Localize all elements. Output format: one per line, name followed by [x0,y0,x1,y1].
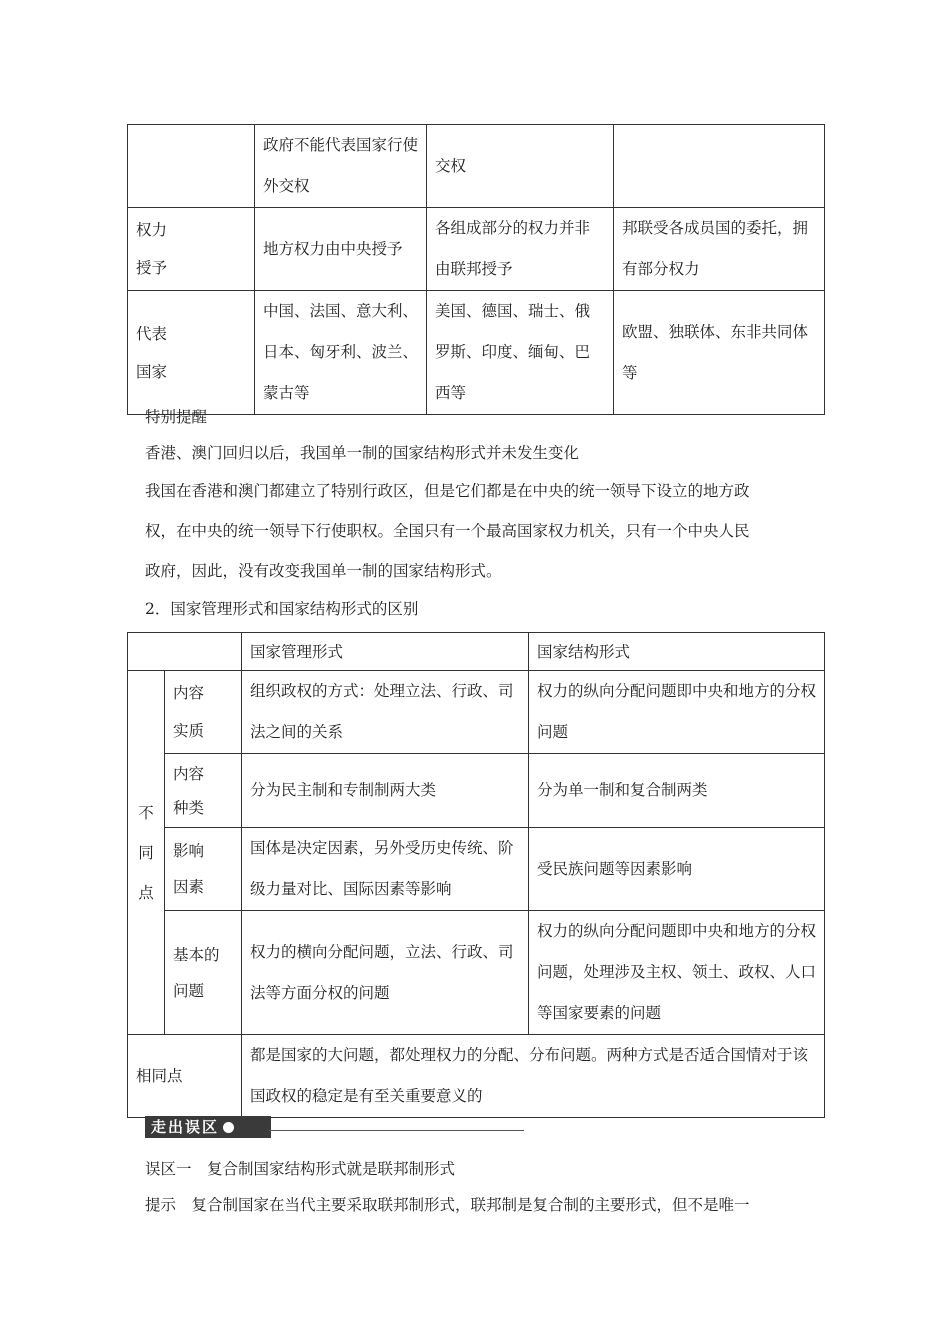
table-cell: 交权 [427,125,614,208]
table-cell: 权力的横向分配问题，立法、行政、司法等方面分权的问题 [242,911,529,1035]
table-row [128,671,825,754]
note-title: 特别提醒 [145,408,208,426]
row-label: 基本的 [173,945,220,964]
comparison-table-structure [127,124,825,415]
table-row [128,208,825,291]
group-label-cell [128,671,165,1035]
row-label-cell [165,911,242,1035]
row-label: 影响 [173,842,205,860]
table-cell: 受民族问题等因素影响 [529,828,825,911]
section-banner [145,1116,271,1138]
row-label-cell [128,291,255,415]
row-label: 因素 [173,878,205,896]
group-label-char: 不 [138,803,154,822]
table-cell: 组织政权的方式：处理立法、行政、司法之间的关系 [242,671,529,754]
table-cell: 各组成部分的权力并非由联邦授予 [427,208,614,291]
table-cell: 政府不能代表国家行使外交权 [255,125,427,208]
table-cell: 欧盟、独联体、东非共同体等 [614,291,825,415]
table-cell [614,125,825,208]
table-cell: 分为民主制和专制制两大类 [242,754,529,828]
row-label: 内容 [173,764,205,783]
circle-icon [223,1122,234,1133]
note-subtitle: 香港、澳门回归以后，我国单一制的国家结构形式并未发生变化 [145,444,580,462]
table-row [128,828,825,911]
table-row [128,291,825,415]
row-label-cell [165,754,242,828]
row-label-cell [165,671,242,754]
header-cell [128,633,242,671]
row-label: 授予 [136,259,168,277]
table-row [128,754,825,828]
table-row [128,911,825,1035]
banner-label: 走出误区 [151,1118,220,1136]
note-body-line: 权，在中央的统一领导下行使职权。全国只有一个最高国家权力机关，只有一个中央人民 [145,522,750,540]
table-cell [128,125,255,208]
hint-text: 提示 复合制国家在当代主要采取联邦制形式，联邦制是复合制的主要形式，但不是唯一 [145,1196,750,1214]
row-label: 内容 [173,684,205,702]
table-header-row [128,633,825,671]
table-cell: 国体是决定因素，另外受历史传统、阶级力量对比、国际因素等影响 [242,828,529,911]
table-row [128,1035,825,1118]
table-cell: 美国、德国、瑞士、俄罗斯、印度、缅甸、巴西等 [427,291,614,415]
misconception-title: 误区一 复合制国家结构形式就是联邦制形式 [145,1160,456,1178]
note-body-line: 我国在香港和澳门都建立了特别行政区，但是它们都是在中央的统一领导下设立的地方政 [145,482,750,500]
table-cell: 邦联受各成员国的委托，拥有部分权力 [614,208,825,291]
row-label: 种类 [173,798,205,817]
row-label: 代表 [136,324,168,343]
row-label: 国家 [136,362,168,381]
note-body-line: 政府，因此，没有改变我国单一制的国家结构形式。 [145,562,502,580]
row-label-cell: 相同点 [128,1035,242,1118]
comparison-table-forms [127,632,825,1118]
row-label: 问题 [173,981,205,1000]
table-cell: 权力的纵向分配问题即中央和地方的分权问题 [529,671,825,754]
divider [268,1130,524,1131]
row-label-cell [128,208,255,291]
table-cell: 中国、法国、意大利、日本、匈牙利、波兰、蒙古等 [255,291,427,415]
group-label-char: 同 [138,843,154,862]
table-cell: 权力的纵向分配问题即中央和地方的分权问题，处理涉及主权、领土、政权、人口等国家要素的问题 [529,911,825,1035]
header-cell: 国家结构形式 [529,633,825,671]
table-cell: 都是国家的大问题，都处理权力的分配、分布问题。两种方式是否适合国情对于该国政权的稳定是有至关重要意义的 [242,1035,825,1118]
row-label-cell [165,828,242,911]
header-cell: 国家管理形式 [242,633,529,671]
table-row [128,125,825,208]
row-label: 实质 [173,722,205,740]
table-cell: 地方权力由中央授予 [255,208,427,291]
section-title: 2．国家管理形式和国家结构形式的区别 [145,600,419,618]
banner-arrow [256,1116,266,1138]
table-cell: 分为单一制和复合制两类 [529,754,825,828]
group-label-char: 点 [138,883,154,902]
row-label: 权力 [136,221,168,239]
